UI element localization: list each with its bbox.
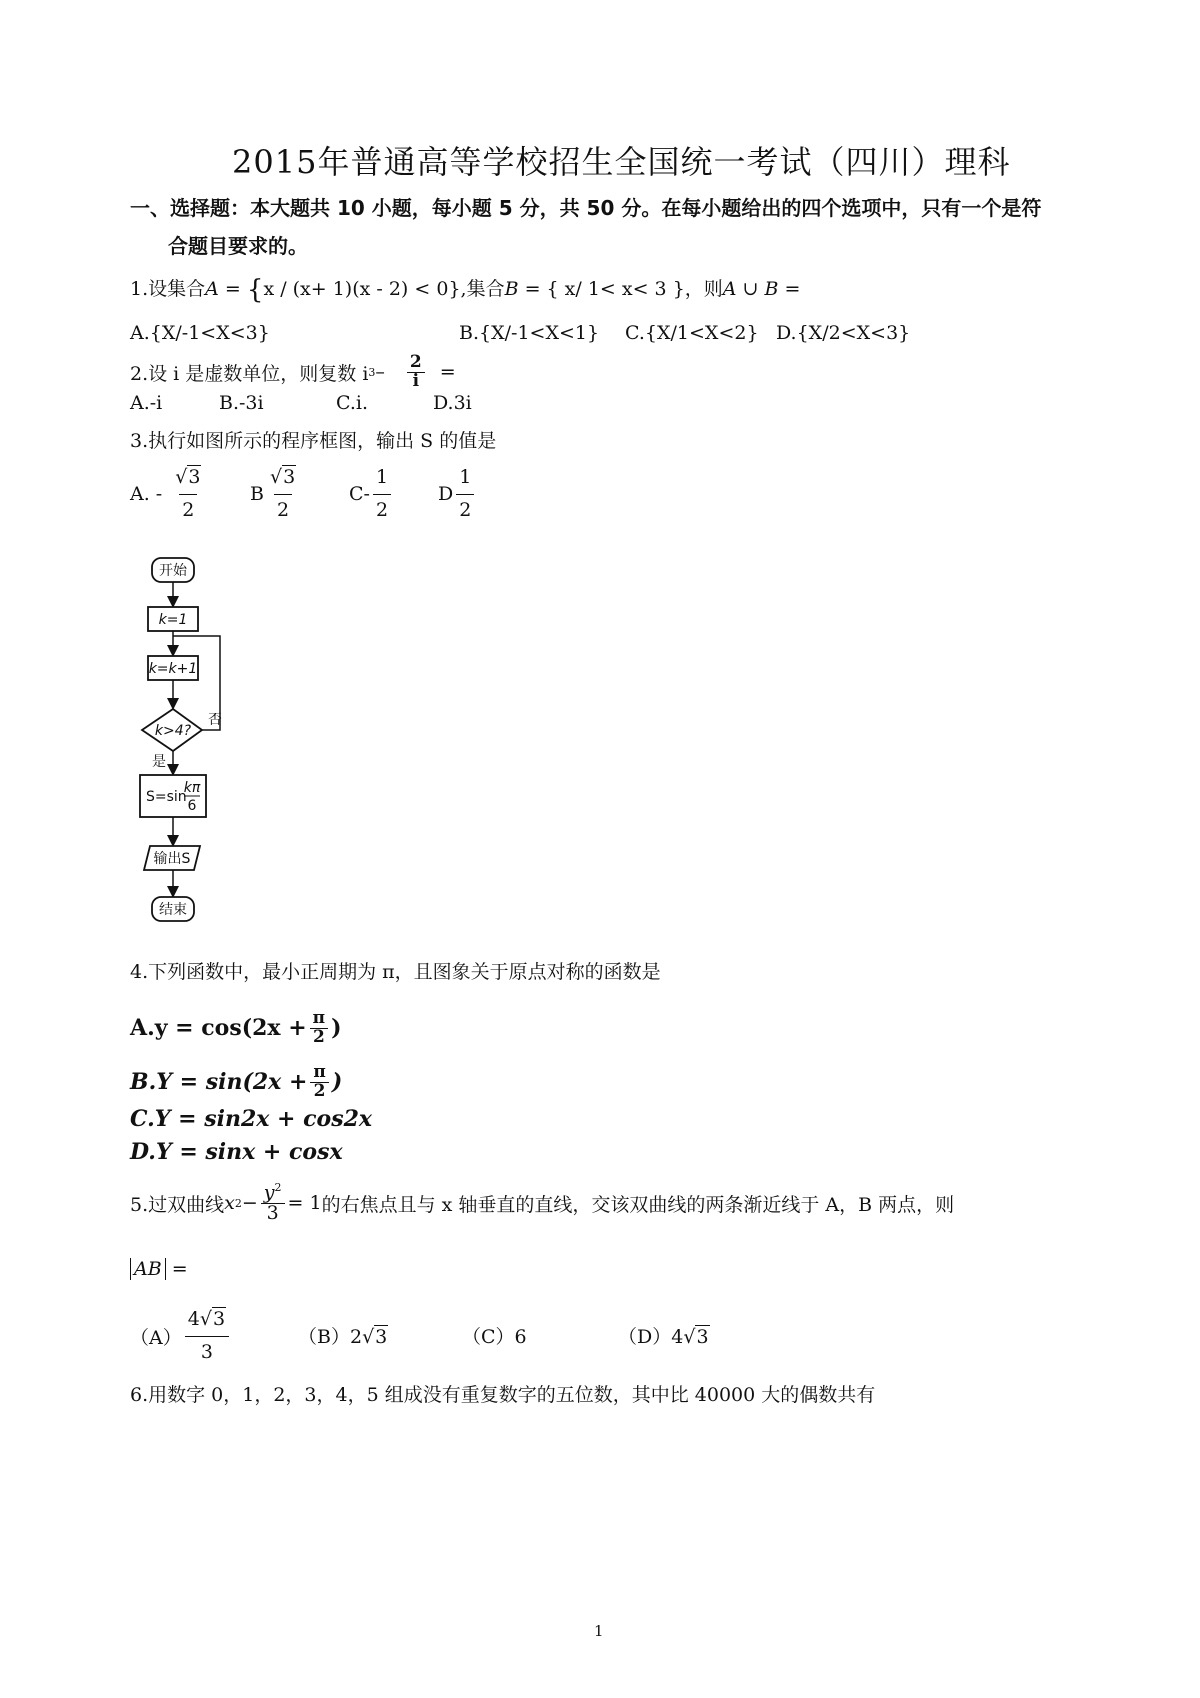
question-4: 4.下列函数中，最小正周期为 π，且图象关于原点对称的函数是	[130, 961, 661, 983]
sqrt-icon: √3	[683, 1326, 709, 1348]
q5-prefix: 5.过双曲线	[130, 1193, 225, 1216]
program-flowchart	[128, 552, 248, 932]
q3-optB-rad: 3	[283, 466, 296, 488]
q1-setB-body: = { x/ 1< x< 3 }	[524, 278, 685, 300]
q3-option-c	[349, 468, 394, 521]
section-heading-line1: 一、选择题：本大题共 10 小题，每小题 5 分，共 50 分。在每小题给出的四个选项中，只有一个是符	[130, 196, 1042, 220]
q5-optA-coef: 4	[187, 1308, 200, 1330]
page-number: 1	[594, 1622, 604, 1640]
q5-minus: −	[241, 1192, 258, 1215]
q5-eq1: = 1	[287, 1192, 322, 1215]
q1-prefix: 1.设集合	[130, 278, 206, 300]
q4-optB-pi: π	[310, 1064, 328, 1083]
q5-y: y	[263, 1181, 275, 1204]
question-3: 3.执行如图所示的程序框图，输出 S 的值是	[130, 430, 497, 452]
q1-option-c: C.{X/1<X<2}	[625, 322, 759, 344]
q5-optA-den: 3	[200, 1340, 213, 1363]
q1-option-b: B.{X/-1<X<1}	[459, 322, 600, 344]
flowchart-yes-label: 是	[152, 754, 166, 770]
q2-frac-num: 2	[407, 354, 425, 373]
q4-optA-pi: π	[310, 1010, 328, 1029]
q5-rest: 的右焦点且与 x 轴垂直的直线，交该双曲线的两条渐近线于 A，B 两点，则	[321, 1193, 955, 1216]
sqrt-icon: √3	[362, 1326, 388, 1348]
q5-option-a	[130, 1310, 232, 1363]
q4-optB-frac	[310, 1064, 328, 1101]
section-heading-line2: 合题目要求的。	[168, 234, 308, 258]
q3-optC-frac	[373, 468, 391, 521]
flowchart-start-label: 开始	[159, 563, 187, 579]
q5-optA-label: （A）	[130, 1326, 182, 1349]
q2-eq: =	[439, 361, 456, 384]
q1-setB-var: B	[504, 278, 519, 300]
q3-optB-label: B	[250, 483, 264, 506]
q5-ab: AB	[130, 1258, 166, 1280]
question-6: 6.用数字 0，1，2，3，4，5 组成没有重复数字的五位数，其中比 40000 大的偶数共有	[130, 1384, 876, 1406]
q2-exponent: 3	[368, 365, 376, 379]
q1-union: A ∪ B =	[722, 278, 801, 300]
q2-option-b: B.-3i	[219, 392, 264, 414]
flowchart-step-label: k=k+1	[148, 661, 198, 677]
q2-frac-den: i	[412, 370, 420, 391]
q5-den: 3	[266, 1202, 279, 1225]
q5-y-sq: 2	[274, 1181, 282, 1194]
q3-optD-label: D	[438, 483, 454, 506]
q1-option-a: A.{X/-1<X<3}	[130, 322, 270, 344]
sqrt-icon: √3	[269, 466, 296, 488]
q5-x-sq: 2	[234, 1196, 242, 1210]
q3-optA-frac	[172, 468, 204, 521]
q3-option-b	[250, 468, 302, 521]
q5-option-d	[618, 1322, 710, 1349]
q2-fraction	[407, 354, 425, 391]
q3-optB-den: 2	[274, 494, 292, 521]
flowchart-init-label: k=1	[158, 612, 188, 628]
sqrt-icon: √3	[199, 1308, 226, 1330]
q2-option-d: D.3i	[433, 392, 472, 414]
q5-optB-rad: 3	[375, 1326, 388, 1348]
q1-brace-open: {	[246, 275, 264, 305]
q1-eq: =	[224, 278, 241, 300]
q3-optA-rad: 3	[188, 466, 201, 488]
q5-option-c: （C）6	[462, 1326, 527, 1348]
question-2	[130, 354, 456, 391]
q3-optC-label: C-	[349, 483, 370, 506]
q3-option-a	[130, 468, 207, 521]
q5-optA-rad: 3	[212, 1308, 226, 1330]
q4-option-c: C.Y = sin2x + cos2x	[130, 1106, 373, 1132]
q1-option-d: D.{X/2<X<3}	[776, 322, 911, 344]
q5-optD-coef: 4	[671, 1326, 684, 1348]
q3-optD-frac	[456, 468, 474, 521]
question-1: 1.设集合A = {x / (x+ 1)(x - 2) < 0},集合B = { x/ 1< x< 3 }，则A ∪ B =	[130, 275, 801, 305]
flowchart-assign-lhs: S=sin	[146, 789, 187, 805]
q1-setA-var: A	[205, 278, 219, 300]
q3-option-d	[438, 468, 477, 521]
q3-optC-num: 1	[373, 468, 391, 495]
flowchart-assign-num: kπ	[183, 780, 201, 796]
q2-minus: –	[375, 361, 385, 384]
question-5	[130, 1182, 954, 1224]
q2-prefix: 2.设 i 是虚数单位，则复数 i	[130, 362, 369, 385]
flowchart-end-label: 结束	[159, 902, 187, 918]
q4-optA-two: 2	[312, 1026, 325, 1047]
flowchart-no-label: 否	[208, 712, 222, 728]
q4-optA-lhs: A.y = cos(2x +	[130, 1015, 307, 1042]
q4-option-a	[130, 1010, 342, 1047]
q3-optD-num: 1	[456, 468, 474, 495]
q3-optD-den: 2	[459, 498, 472, 521]
q4-optB-two: 2	[313, 1080, 326, 1101]
q5-optB-label: （B）	[298, 1326, 350, 1348]
q4-optA-close: )	[331, 1015, 342, 1042]
q3-optA-den: 2	[179, 494, 197, 521]
q1-mid: ,集合	[460, 278, 505, 300]
flowchart-assign-den: 6	[187, 798, 197, 814]
q5-ab-line	[130, 1258, 188, 1280]
q4-optB-lhs: B.Y = sin(2x +	[130, 1069, 308, 1096]
q2-option-c: C.i.	[336, 392, 369, 414]
q3-optB-frac	[267, 468, 299, 521]
page-title: 2015年普通高等学校招生全国统一考试（四川）理科	[232, 143, 1011, 181]
q5-option-b	[298, 1322, 388, 1349]
q5-optD-label: （D）	[618, 1326, 672, 1348]
q3-optC-den: 2	[375, 498, 389, 521]
sqrt-icon: √3	[175, 466, 201, 488]
q5-frac	[261, 1182, 285, 1224]
q5-optB-coef: 2	[349, 1326, 363, 1348]
q5-x: x	[224, 1192, 235, 1215]
flowchart-output-label: 输出S	[153, 851, 191, 867]
q4-optB-close: )	[331, 1069, 343, 1096]
q4-option-d: D.Y = sinx + cosx	[130, 1139, 343, 1165]
q5-optA-frac	[185, 1310, 229, 1363]
q3-optA-label: A. -	[130, 483, 163, 506]
q2-option-a: A.-i	[130, 392, 163, 414]
q4-option-b	[130, 1064, 342, 1101]
q1-ask: ，则	[684, 278, 723, 300]
q5-ab-eq: =	[171, 1258, 188, 1280]
flowchart-condition-label: k>4?	[154, 723, 192, 739]
q4-optA-frac	[310, 1010, 328, 1047]
q5-optD-rad: 3	[696, 1326, 709, 1348]
q1-setA-body: x / (x+ 1)(x - 2) < 0	[263, 278, 449, 300]
